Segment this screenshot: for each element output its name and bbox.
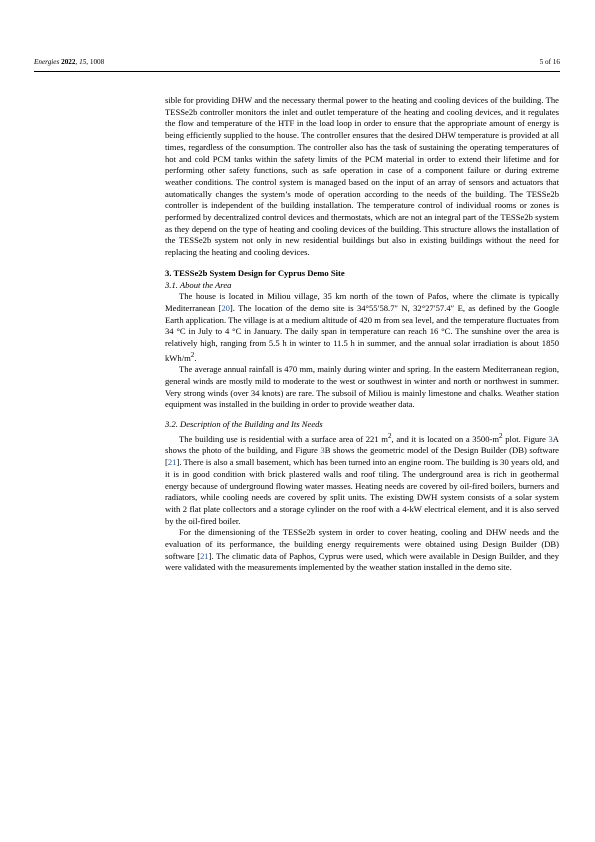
figure-link[interactable]: 3 [320,445,325,456]
journal-name: Energies [34,58,60,66]
text-run: For the dimensioning of the TESSe2b system in order to cover heating, cooling and DHW needs and the evaluation of its performance, the building energy requirements were obtained using Design Builder (DB) software [ [165,527,559,561]
text-run: ]. The climatic data of Paphos, Cyprus were used, which were available in Design Builder, and they were validated with the measurements implemented by the weather station installed in the demo site. [165,550,559,573]
text-run: The house is located in Miliou village, 35 km north of the town of Pafos, where the climate is typically Mediterranean [ [165,291,559,313]
section-heading: 3. TESSe2b System Design for Cyprus Demo Site [165,267,345,278]
subsection-heading: 3.2. Description of the Building and Its Needs [165,419,323,430]
text-run: plot. Figure [502,433,549,444]
text-run: The building use is residential with a surface area of 221 m [179,433,388,444]
text-run: , and it is located on a 3500-m [391,433,500,444]
subsection-heading: 3.1. About the Area [165,279,232,290]
reference-link[interactable]: 21 [200,550,209,561]
figure-link[interactable]: 3 [548,433,553,444]
journal-year: 2022 [61,58,76,66]
text-run: B shows the geometric model of the Design Builder (DB) software [ [165,445,559,468]
journal-citation: Energies 2022, 15, 1008 [34,58,105,66]
text-run: ]. The location of the demo site is 34°55′58.7″ N, 32°27′57.4″ E, as defined by the Google Earth application. The village is at a medium altitude of 420 m from sea level, and the temperature fluctuates from 34 °C in July to 4 °C in January. The daily span in temperature can reach 16 °C. The sunshine over the area is relatively high, ranging from 5.5 h in winter to 11.5 h in summer, and the annual solar irradiation is about 1850 kWh/m [165,302,559,363]
paragraph-continuation: sible for providing DHW and the necessary thermal power to the heating and cooling devices of the building. The TESSe2b controller monitors the inlet and outlet temperature of the heating and cooling devices, and it regulates the flow and temperature of the HTF in the load loop in order to ensure that the appropriate amount of energy is being efficiently supplied to the house. The controller ensures that the desired DHW temperature is provided at all times, regardless of the consumption. The controller also has the task of sustaining the operating temperatures of hot and cold PCM tanks within the safety limits of the PCM material in order to extend their lifetime and for performing other safety functions, such as safe operation in case of a component failure or during extreme weather conditions. The control system is managed based on the input of an array of sensors and actuators that automatically changes the system’s mode of operation according to the needs of the building. The TESSe2b controller is independent of the building installation. The temperature control of individual rooms or zones is performed by decentralized control devices and thermostats, which are not an integral part of the TESSe2b system as they depend on the type of heating and cooling devices of the building. This structure allows the installation of the TESSe2b system not only in new residential buildings but also in existing buildings without the need for replacing the heating and cooling devices. [165,95,559,258]
article-number: 1008 [89,58,105,66]
superscript: 2 [499,431,503,440]
paragraph-building [165,431,559,527]
reference-link[interactable]: 20 [221,302,230,313]
paragraph-location [165,291,559,364]
reference-link[interactable]: 21 [167,457,177,468]
paragraph-dimensioning [165,527,559,574]
text-run: A shows the photo of the building, and Figure [165,433,560,456]
superscript: 2 [387,431,392,440]
text-run: . [194,352,197,363]
header-rule [34,71,560,72]
text-run: ]. There is also a small basement, which has been turned into an engine room. The building is 30 years old, and it is in good condition with brick plastered walls and roof tiling. The underground area is rich in geothermal energy because of underground flowing water masses. Heating needs are covered by oil-fired boilers, burners and radiators, while cooling needs are covered by split units. The existing DWH system consists of a solar system with 2 flat plate collectors and a storage cylinder on the roof with a 4-kW electrical element, and it is also served by the oil-fired boiler. [165,457,559,526]
paragraph-rainfall: The average annual rainfall is 470 mm, mainly during winter and spring. In the eastern Mediterranean region, general winds are mostly mild to moderate to the west or southwest in winter and north or northwest in summer. Very strong winds (over 34 knots) are rare. The subsoil of Miliou is mainly limestone and chalks. Weather station equipment was installed in the building in order to provide weather data. [165,364,559,410]
page-header [34,58,560,70]
article-body [165,95,559,574]
superscript: 2 [190,350,195,359]
journal-volume: 15 [79,58,87,66]
page-number: 5 of 16 [539,58,560,66]
